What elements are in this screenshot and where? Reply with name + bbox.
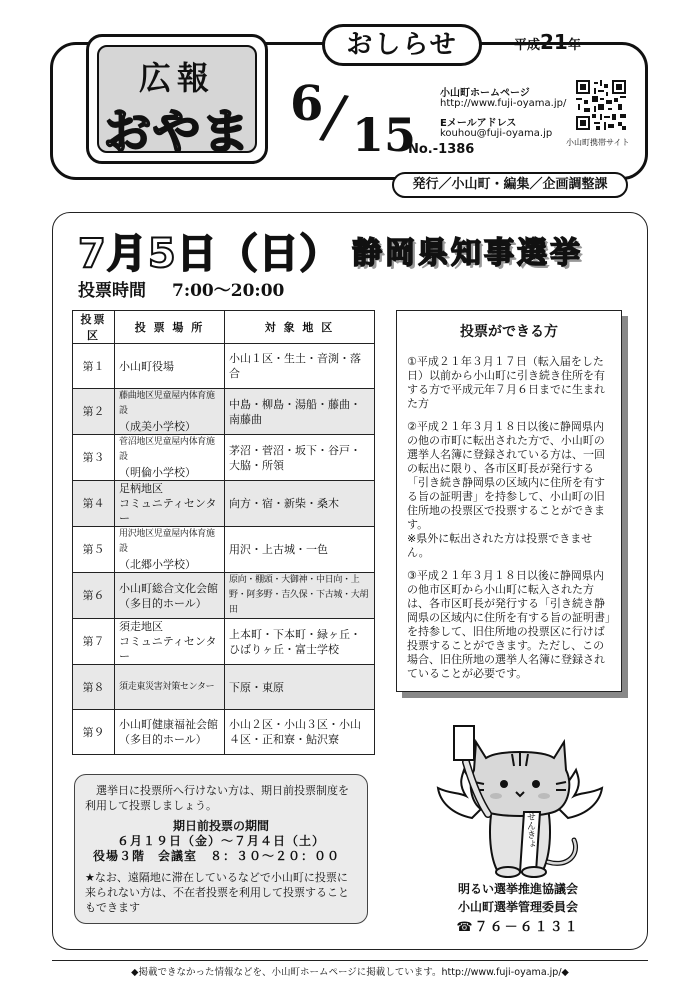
polling-place-name: 小山町健康福祉会館 xyxy=(119,718,218,731)
table-row xyxy=(73,389,375,435)
publisher-badge: 発行／小山町・編集／企画調整課 xyxy=(392,172,628,198)
target-area: 向方・宿・新柴・桑木 xyxy=(225,481,375,527)
election-date: 7月5日（日） xyxy=(78,231,341,277)
polling-place-name: 藤曲地区児童屋内体育施設 xyxy=(119,391,215,416)
header-area: 対 象 地 区 xyxy=(225,311,375,344)
early-voting-period: ６月１９日（金）～７月４日（土） xyxy=(116,834,325,848)
target-area: 小山２区・小山３区・小山４区・正和寮・鮎沢寮 xyxy=(225,710,375,755)
election-title: 静岡県知事選挙 xyxy=(352,236,583,271)
voting-time-label: 投票時間 xyxy=(78,281,146,301)
organizer-1: 明るい選挙推進協議会 xyxy=(457,882,578,896)
era-year xyxy=(514,30,581,54)
target-area: 茅沼・菅沼・坂下・谷戸・大脇・所領 xyxy=(225,435,375,481)
voting-time: 7:00～20:00 xyxy=(172,281,285,301)
district-number: 第５ xyxy=(73,527,115,573)
table-row xyxy=(73,527,375,573)
footer-note: ◆掲載できなかった情報などを、小山町ホームページに掲載しています。http://www.fuji-oyama.jp/◆ xyxy=(131,967,569,978)
polling-place xyxy=(115,665,225,710)
eligibility-item-2: ②平成２１年３月１８日以後に静岡県内の他の市町に転出された方で、小山町の選挙人名簿に登録されている方は、一回の転出に限り、各市区町長が発行する「引き続き静岡県の区域内に住所を有する旨の証明書」を持参して、小山町の旧住所地の投票区で投票することができます。 xyxy=(407,420,605,531)
table-row xyxy=(73,435,375,481)
district-number: 第８ xyxy=(73,665,115,710)
target-area: 用沢・上古城・一色 xyxy=(225,527,375,573)
footer-divider xyxy=(52,960,648,961)
polling-place-sub: （多目的ホール） xyxy=(119,733,207,746)
district-number: 第９ xyxy=(73,710,115,755)
eligibility-item-3: ③平成２１年３月１８日以後に静岡県内の他市区町から小山町に転入された方は、各市区町長が発行する「引き続き静岡県の区域内に住所を有する旨の証明書」を持参して、旧住所地の投票区に行けば投票することができます。ただし、この場合、旧住所地の選挙人名簿に登録されていることが必要です。 xyxy=(407,569,611,680)
table-row xyxy=(73,344,375,389)
homepage-label: 小山町ホームページ xyxy=(440,88,530,99)
polling-place-name: 用沢地区児童屋内体育施設 xyxy=(119,529,215,554)
email-address[interactable]: kouhou@fuji-oyama.jp xyxy=(440,128,553,139)
target-area: 小山１区・生土・音渕・落合 xyxy=(225,344,375,389)
organizer-2: 小山町選挙管理委員会 xyxy=(457,900,578,914)
polling-place xyxy=(115,527,225,573)
election-mascot-cat-icon xyxy=(432,722,608,880)
table-row xyxy=(73,665,375,710)
contact-phone: ☎７６－６１３１ xyxy=(456,920,580,935)
logo-line-1: 広報 xyxy=(138,59,215,97)
publication-logo xyxy=(86,34,268,164)
era-prefix: 平成 xyxy=(514,38,541,53)
table-row xyxy=(73,619,375,665)
target-area: 中島・柳島・湯船・藤曲・南藤曲 xyxy=(225,389,375,435)
polling-place-sub: コミュニティセンター xyxy=(119,635,217,663)
district-number: 第７ xyxy=(73,619,115,665)
eligibility-item-2-note: ※県外に転出された方は投票できません。 xyxy=(407,532,593,559)
issue-month: 6 xyxy=(290,76,324,132)
polling-place-sub: （成美小学校） xyxy=(119,420,196,433)
qr-code-icon[interactable] xyxy=(576,80,626,130)
district-number: 第３ xyxy=(73,435,115,481)
polling-place-name: 須走東災害対策センター xyxy=(119,681,215,692)
logo-panel xyxy=(97,45,257,160)
polling-place-sub: （北郷小学校） xyxy=(119,558,196,571)
polling-place xyxy=(115,619,225,665)
eligibility-item-1: ①平成２１年３月１７日（転入届をした日）以前から小山町に引き続き住所を有する方で平成元年７月６日までに生まれた方 xyxy=(407,355,605,410)
issue-date-slash: / xyxy=(316,80,352,154)
eligibility-title: 投票ができる方 xyxy=(460,324,558,340)
table-row xyxy=(73,710,375,755)
polling-place-name: 須走地区 xyxy=(119,620,163,633)
oshirase-badge: おしらせ xyxy=(322,24,482,66)
district-number: 第６ xyxy=(73,573,115,619)
header-district: 投票区 xyxy=(73,311,115,344)
email-label: Eメールアドレス xyxy=(440,118,517,129)
target-area: 原向・棚頭・大御神・中日向・上野・阿多野・吉久保・下古城・大胡田 xyxy=(225,573,375,619)
early-voting-box xyxy=(74,774,368,924)
target-area: 下原・東原 xyxy=(225,665,375,710)
polling-place-sub: （多目的ホール） xyxy=(119,596,207,610)
early-voting-intro: 選挙日に投票所へ行けない方は、期日前投票制度を利用して投票しましょう。 xyxy=(85,784,349,812)
polling-place xyxy=(115,481,225,527)
early-voting-venue: 役場３階 会議室 ８：３０～２０：００ xyxy=(93,849,341,863)
district-number: 第１ xyxy=(73,344,115,389)
polling-place xyxy=(115,389,225,435)
mascot-sash-text: せんきょ xyxy=(525,812,535,848)
polling-places-table xyxy=(72,310,375,755)
mobile-site-label: 小山町携帯サイト xyxy=(566,138,630,147)
polling-place xyxy=(115,710,225,755)
polling-place-name: 足柄地区 xyxy=(119,482,163,495)
absentee-voting-note: ★なお、遠隔地に滞在しているなどで小山町に投票に来られない方は、不在者投票を利用して投票することもできます xyxy=(85,871,349,914)
polling-place xyxy=(115,435,225,481)
polling-place-name: 小山町役場 xyxy=(119,359,174,373)
target-area: 上本町・下本町・緑ヶ丘・ひばりヶ丘・富士学校 xyxy=(225,619,375,665)
table-row xyxy=(73,481,375,527)
polling-place-sub: コミュニティセンター xyxy=(119,497,217,525)
homepage-url[interactable]: http://www.fuji-oyama.jp/ xyxy=(440,98,567,109)
header-place: 投 票 場 所 xyxy=(115,311,225,344)
polling-place xyxy=(115,344,225,389)
polling-place-name: 菅沼地区児童屋内体育施設 xyxy=(119,437,215,462)
eligibility-box xyxy=(396,310,622,692)
early-voting-period-title: 期日前投票の期間 xyxy=(172,819,269,833)
table-header-row xyxy=(73,311,375,344)
issue-number: No.-1386 xyxy=(408,142,475,157)
polling-place-name: 小山町総合文化会館 xyxy=(119,581,218,595)
era-number: 21 xyxy=(540,30,568,54)
issue-day: 15 xyxy=(352,108,417,162)
district-number: 第４ xyxy=(73,481,115,527)
table-row xyxy=(73,573,375,619)
polling-place-sub: （明倫小学校） xyxy=(119,466,196,479)
polling-place xyxy=(115,573,225,619)
logo-line-2: おやま xyxy=(103,104,251,160)
district-number: 第２ xyxy=(73,389,115,435)
era-suffix: 年 xyxy=(567,38,581,53)
